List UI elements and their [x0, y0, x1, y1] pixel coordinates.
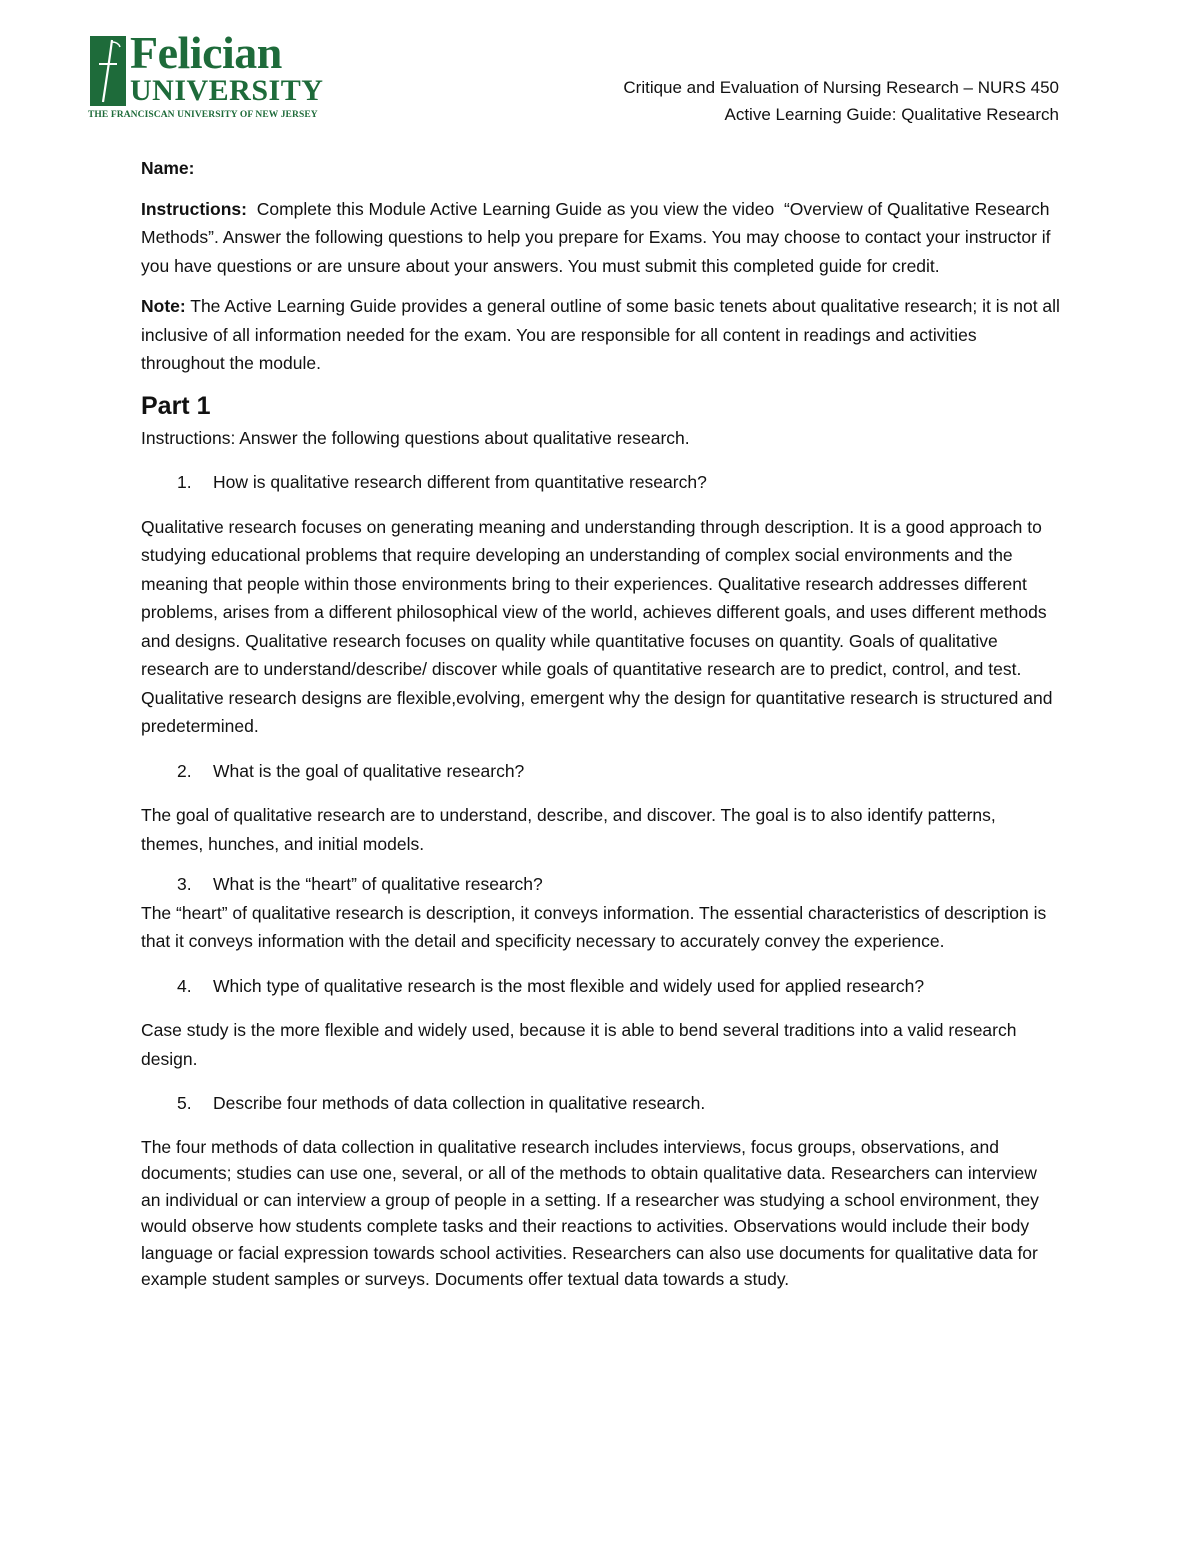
document-body: [141, 154, 1061, 1305]
part-instructions: Instructions: Answer the following questions about qualitative research.: [141, 427, 690, 448]
note-paragraph: [141, 292, 1061, 378]
note-text: The Active Learning Guide provides a general outline of some basic tenets about qualitative research; it is not all inclusive of all information needed for the exam. You are responsible for all content in readings and activities throughout the module.: [141, 296, 1060, 373]
answer-5: The four methods of data collection in qualitative research includes interviews, focus groups, observations, and documents; studies can use one, several, or all of the methods to obtain qualitative data. Researchers can interview an individual or can interview a group of people in a setting. If a researcher was studying a school environment, they would observe how students complete tasks and their reactions to activities. Observations would include their body language or facial expression towards school activities. Researchers can also use documents for qualitative data for example student samples or surveys. Documents offer textual data towards a study.: [141, 1136, 1039, 1289]
logo-name: Felician: [130, 27, 282, 78]
felician-cross-mark-icon: [90, 36, 126, 106]
name-label: Name:: [141, 158, 195, 178]
question-number: 2.: [177, 760, 192, 781]
question-3: [141, 870, 1061, 899]
question-number: 3.: [177, 874, 192, 894]
logo-subname: UNIVERSITY: [130, 74, 324, 107]
question-number: 1.: [177, 472, 192, 492]
logo-tagline: THE FRANCISCAN UNIVERSITY OF NEW JERSEY: [88, 110, 318, 120]
note-label: Note:: [141, 296, 186, 316]
question-text: Describe four methods of data collection in qualitative research.: [213, 1093, 706, 1113]
part-heading: Part 1: [141, 391, 211, 420]
question-text: How is qualitative research different from quantitative research?: [213, 472, 707, 492]
instructions-paragraph: [141, 195, 1061, 281]
answer-1: Qualitative research focuses on generating meaning and understanding through description. It is a good approach to studying educational problems that require developing an understanding of complex social environments and the meaning that people within those environments bring to their experiences. Qualitative research addresses different problems, arises from a different philosophical view of the world, achieves different goals, and uses different methods and designs. Qualitative research focuses on quality while quantitative focuses on quantity. Goals of qualitative research are to understand/describe/ discover while goals of quantitative research are to predict, control, and test. Qualitative research designs are flexible,evolving, emergent why the design for quantitative research is structured and predetermined.: [141, 516, 1053, 736]
question-text: Which type of qualitative research is the most flexible and widely used for applied research?: [213, 975, 925, 996]
question-number: 5.: [177, 1093, 192, 1113]
answer-3: The “heart” of qualitative research is description, it conveys information. The essential characteristics of description is that it conveys information with the detail and specificity necessary to accurately convey the experience.: [141, 902, 1047, 951]
question-text: What is the “heart” of qualitative research?: [213, 874, 543, 894]
question-text: What is the goal of qualitative research?: [213, 760, 525, 781]
question-4: [141, 972, 1061, 1001]
answer-2: The goal of qualitative research are to understand, describe, and discover. The goal is to also identify patterns, themes, hunches, and initial models.: [141, 805, 996, 854]
guide-title: Active Learning Guide: Qualitative Research: [724, 105, 1059, 124]
instructions-label: Instructions:: [141, 198, 247, 219]
document-header: [623, 74, 1059, 128]
answer-4: Case study is the more flexible and widely used, because it is able to bend several traditions into a valid research design.: [141, 1020, 1017, 1069]
question-5: [141, 1089, 1061, 1118]
question-2: [141, 757, 1061, 786]
instructions-text: Complete this Module Active Learning Guide as you view the video “Overview of Qualitative Research Methods”. Answer the following questions to help you prepare for Exams. You may choose to contact your instructor if you have questions or are unsure about your answers. You must submit this completed guide for credit.: [141, 198, 1056, 276]
question-number: 4.: [177, 975, 192, 996]
question-1: [141, 468, 1061, 497]
course-title: Critique and Evaluation of Nursing Research – NURS 450: [623, 78, 1059, 97]
university-logo: [88, 27, 338, 124]
